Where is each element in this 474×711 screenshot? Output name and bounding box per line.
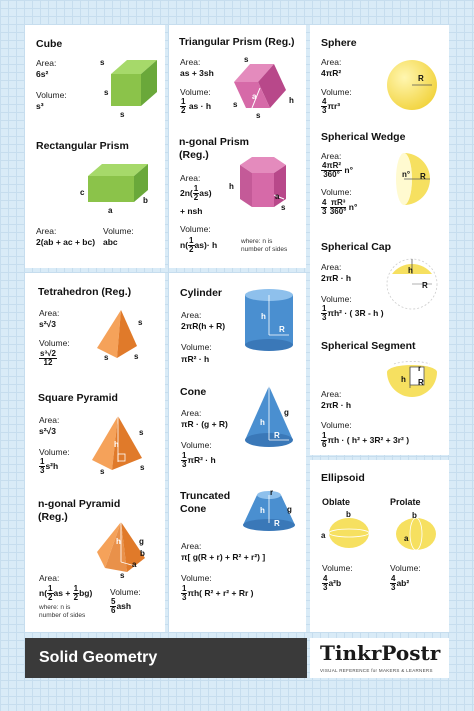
sph-wedge-volume-label: Volume:: [321, 187, 352, 197]
ngon-pyr-area-label: Area:: [39, 573, 60, 583]
tetra-volume-formula: $\frac{\text{s³√2}}{12}$: [40, 349, 56, 367]
sq-pyr-area-label: Area:: [39, 415, 60, 425]
sphere-volume-formula: $\frac{4}{3}$ πr³: [322, 97, 341, 115]
ngon-prism-volume-label: Volume:: [180, 224, 211, 234]
oblate-ellipsoid-icon: [327, 516, 371, 550]
tetra-s-label-1: s: [138, 318, 143, 327]
ellipsoid-title: Ellipsoid: [321, 472, 365, 484]
sq-pyr-area-formula: s²√3: [39, 426, 56, 436]
sph-wedge-volume-formula: $\frac{4}{3}$ $\frac{\text{πR³}}{360^\circ}$ n°: [322, 198, 358, 216]
sq-pyr-volume-formula: $\frac{1}{3}$ s²h: [40, 457, 59, 475]
tri-prism-volume-label: Volume:: [180, 87, 211, 97]
tetrahedron-icon: [95, 308, 139, 360]
trunc-cone-title-1: Truncated: [180, 490, 231, 502]
ngonal-pyramid-icon: [93, 520, 149, 574]
trunc-cone-volume-formula: $\frac{1}{3}$ πh( R² + r² + Rr ): [182, 584, 254, 602]
sph-cap-volume-formula: $\frac{1}{3}$ πh² · ( 3R - h ): [322, 304, 384, 322]
cube-volume-label: Volume:: [36, 90, 67, 100]
spherical-cap-icon: [384, 256, 440, 312]
ngon-prism-area-formula: 2n( $\frac{1}{2}$ as): [180, 184, 212, 202]
tri-prism-s-label-side: s: [233, 100, 238, 109]
ngon-pyr-title-1: n-gonal Pyramid: [38, 498, 121, 510]
cone-area-formula: πR · (g + R): [181, 419, 228, 429]
ngon-pyr-a-label: a: [132, 560, 137, 569]
sph-cap-area-label: Area:: [321, 262, 342, 272]
sph-seg-volume-label: Volume:: [321, 420, 352, 430]
oblate-volume-formula: $\frac{4}{3}$ a²b: [323, 574, 342, 592]
rect-prism-volume-formula: abc: [103, 237, 118, 247]
cone-volume-label: Volume:: [181, 440, 212, 450]
sphere-volume-label: Volume:: [321, 87, 352, 97]
ngon-prism-area-formula-2: + nsh: [180, 206, 203, 216]
oblate-volume-label: Volume:: [322, 563, 353, 573]
prolate-ellipsoid-icon: [394, 516, 438, 552]
sphere-r-label: R: [418, 74, 424, 83]
trunc-cone-volume-label: Volume:: [181, 573, 212, 583]
sph-seg-h-label: h: [401, 375, 406, 384]
brand-tagline: VISUAL REFERENCE for MAKERS & LEARNERS: [320, 668, 433, 673]
footer-banner: [25, 638, 307, 678]
ngon-pyr-h-label: h: [116, 537, 121, 546]
tetra-s-label-2: s: [104, 353, 109, 362]
sphere-area-label: Area:: [321, 57, 342, 67]
sph-seg-area-label: Area:: [321, 389, 342, 399]
sq-pyr-h-label: h: [114, 440, 119, 449]
cone-volume-formula: $\frac{1}{3}$ πR² · h: [182, 451, 216, 469]
cube-area-label: Area:: [36, 58, 57, 68]
prolate-volume-label: Volume:: [390, 563, 421, 573]
cube-edge-label-bottom: s: [120, 110, 125, 119]
cone-title: Cone: [180, 386, 207, 398]
sph-seg-volume-formula: $\frac{1}{6}$ πh · ( h² + 3R² + 3r² ): [322, 431, 410, 449]
rect-prism-a-label: a: [108, 206, 113, 215]
sphere-title: Sphere: [321, 37, 357, 49]
ngon-prism-a-label: a: [275, 192, 280, 201]
sph-cap-area-formula: 2πR · h: [321, 273, 352, 283]
trunc-cone-area-label: Area:: [181, 541, 202, 551]
oblate-a-label: a: [321, 531, 326, 540]
tri-prism-s-label-top: s: [244, 55, 249, 64]
prolate-b-label: b: [412, 511, 417, 520]
ngon-prism-title-2: (Reg.): [179, 149, 209, 161]
sph-wedge-r-label: R: [420, 172, 426, 181]
tri-prism-h-label: h: [289, 96, 294, 105]
ngon-pyr-note-1: where: n is: [39, 604, 71, 611]
sph-seg-area-formula: 2πR · h: [321, 400, 352, 410]
ngon-prism-area-label: Area:: [180, 173, 201, 183]
rect-prism-c-label: c: [80, 188, 85, 197]
rect-prism-title: Rectangular Prism: [36, 140, 129, 152]
tri-prism-s-label-bottom: s: [256, 111, 261, 120]
tri-prism-title: Triangular Prism (Reg.): [179, 36, 295, 48]
poster-title: Solid Geometry: [39, 649, 158, 666]
sph-seg-title: Spherical Segment: [321, 340, 416, 352]
cube-edge-label-side: s: [104, 88, 109, 97]
brand-name: TinkrPostr: [320, 641, 441, 665]
sph-wedge-n-label: n°: [402, 170, 411, 179]
cylinder-r-label: R: [279, 325, 285, 334]
ngon-prism-note-1: where: n is: [241, 238, 273, 245]
cone-g-label: g: [284, 408, 289, 417]
ngon-prism-volume-formula: n( $\frac{1}{2}$ as)· h: [180, 236, 218, 254]
cylinder-icon: [243, 287, 295, 353]
cylinder-title: Cylinder: [180, 287, 223, 299]
oblate-b-label: b: [346, 510, 351, 519]
tri-prism-area-formula: as + 3sh: [180, 68, 214, 78]
sph-wedge-area-formula: $\frac{\text{4πR²}}{360^\circ}$ n°: [322, 161, 353, 179]
brand-logo: [310, 638, 449, 678]
ngon-prism-s-label: s: [281, 203, 286, 212]
ngon-pyr-title-2: (Reg.): [38, 511, 68, 523]
rect-prism-area-formula: 2(ab + ac + bc): [36, 237, 96, 247]
cone-area-label: Area:: [181, 408, 202, 418]
sq-pyr-title: Square Pyramid: [38, 392, 118, 404]
spherical-wedge-icon: [392, 150, 442, 208]
ngon-prism-h-label: h: [229, 182, 234, 191]
tri-prism-volume-formula: $\frac{1}{2}$ as · h: [181, 97, 212, 115]
ellipsoid-prolate: Prolate: [390, 497, 421, 507]
sq-pyr-volume-label: Volume:: [39, 447, 70, 457]
tetra-s-label-3: s: [134, 352, 139, 361]
cube-area-formula: 6s²: [36, 69, 49, 79]
sph-seg-R-label: R: [418, 378, 424, 387]
tetra-title: Tetrahedron (Reg.): [38, 286, 132, 298]
sph-wedge-area-label: Area:: [321, 151, 342, 161]
sq-pyr-s-label-2: s: [100, 467, 105, 476]
cube-icon: [107, 56, 159, 114]
cylinder-area-label: Area:: [181, 310, 202, 320]
cylinder-volume-formula: πR² · h: [181, 354, 210, 364]
tetra-area-label: Area:: [39, 308, 60, 318]
trunc-cone-r-label: r: [270, 488, 274, 497]
trunc-cone-g-label: g: [287, 505, 292, 514]
sph-cap-r-label: R: [422, 281, 428, 290]
ngon-pyr-volume-label: Volume:: [110, 587, 141, 597]
ngon-pyr-note-2: number of sides: [39, 612, 86, 619]
ngon-pyr-s-label: s: [120, 571, 125, 580]
cylinder-area-formula: 2πR(h + R): [181, 321, 226, 331]
cone-r-label: R: [274, 431, 280, 440]
cube-volume-formula: s³: [36, 101, 44, 111]
sph-seg-r-label: r: [418, 364, 422, 373]
tetra-volume-label: Volume:: [39, 338, 70, 348]
sph-cap-h-label: h: [408, 266, 413, 275]
tetra-area-formula: s²√3: [39, 319, 56, 329]
rect-prism-volume-label: Volume:: [103, 226, 134, 236]
ngon-pyr-g-label: g: [139, 537, 144, 546]
spherical-segment-icon: [384, 358, 440, 406]
cube-title: Cube: [36, 38, 63, 50]
ellipsoid-oblate: Oblate: [322, 497, 351, 507]
ngon-prism-title-1: n-gonal Prism: [179, 136, 250, 148]
cylinder-volume-label: Volume:: [181, 342, 212, 352]
trunc-cone-area-formula: π[ g(R + r) + R² + r²) ]: [181, 552, 266, 562]
trunc-cone-title-2: Cone: [180, 503, 207, 515]
rectangular-prism-icon: [86, 162, 150, 208]
rect-prism-area-label: Area:: [36, 226, 57, 236]
trunc-cone-h-label: h: [260, 506, 265, 515]
tri-prism-a-label: a: [252, 92, 257, 101]
trunc-cone-R-label: R: [274, 519, 280, 528]
sph-cap-title: Spherical Cap: [321, 241, 392, 253]
cone-h-label: h: [260, 418, 265, 427]
tri-prism-area-label: Area:: [180, 57, 201, 67]
sph-cap-volume-label: Volume:: [321, 294, 352, 304]
cone-icon: [243, 384, 295, 450]
sph-wedge-title: Spherical Wedge: [321, 131, 406, 143]
sq-pyr-s-label-1: s: [139, 428, 144, 437]
rect-prism-b-label: b: [143, 196, 148, 205]
cube-edge-label-top: s: [100, 58, 105, 67]
ngon-pyr-volume-formula: $\frac{5}{6}$ ash: [111, 597, 132, 615]
sq-pyr-s-label-3: s: [140, 463, 145, 472]
prolate-a-label: a: [404, 534, 409, 543]
ngon-prism-note-2: number of sides: [241, 246, 288, 253]
prolate-volume-formula: $\frac{4}{3}$ ab²: [391, 574, 410, 592]
ngon-pyr-b-label: b: [140, 549, 145, 558]
triangular-prism-icon: [230, 60, 290, 112]
cylinder-h-label: h: [261, 312, 266, 321]
sphere-icon: [384, 58, 440, 112]
sphere-area-formula: 4πR²: [321, 68, 342, 78]
ngon-pyr-area-formula: n( $\frac{1}{2}$ as + $\frac{1}{2}$ bg): [39, 584, 93, 602]
